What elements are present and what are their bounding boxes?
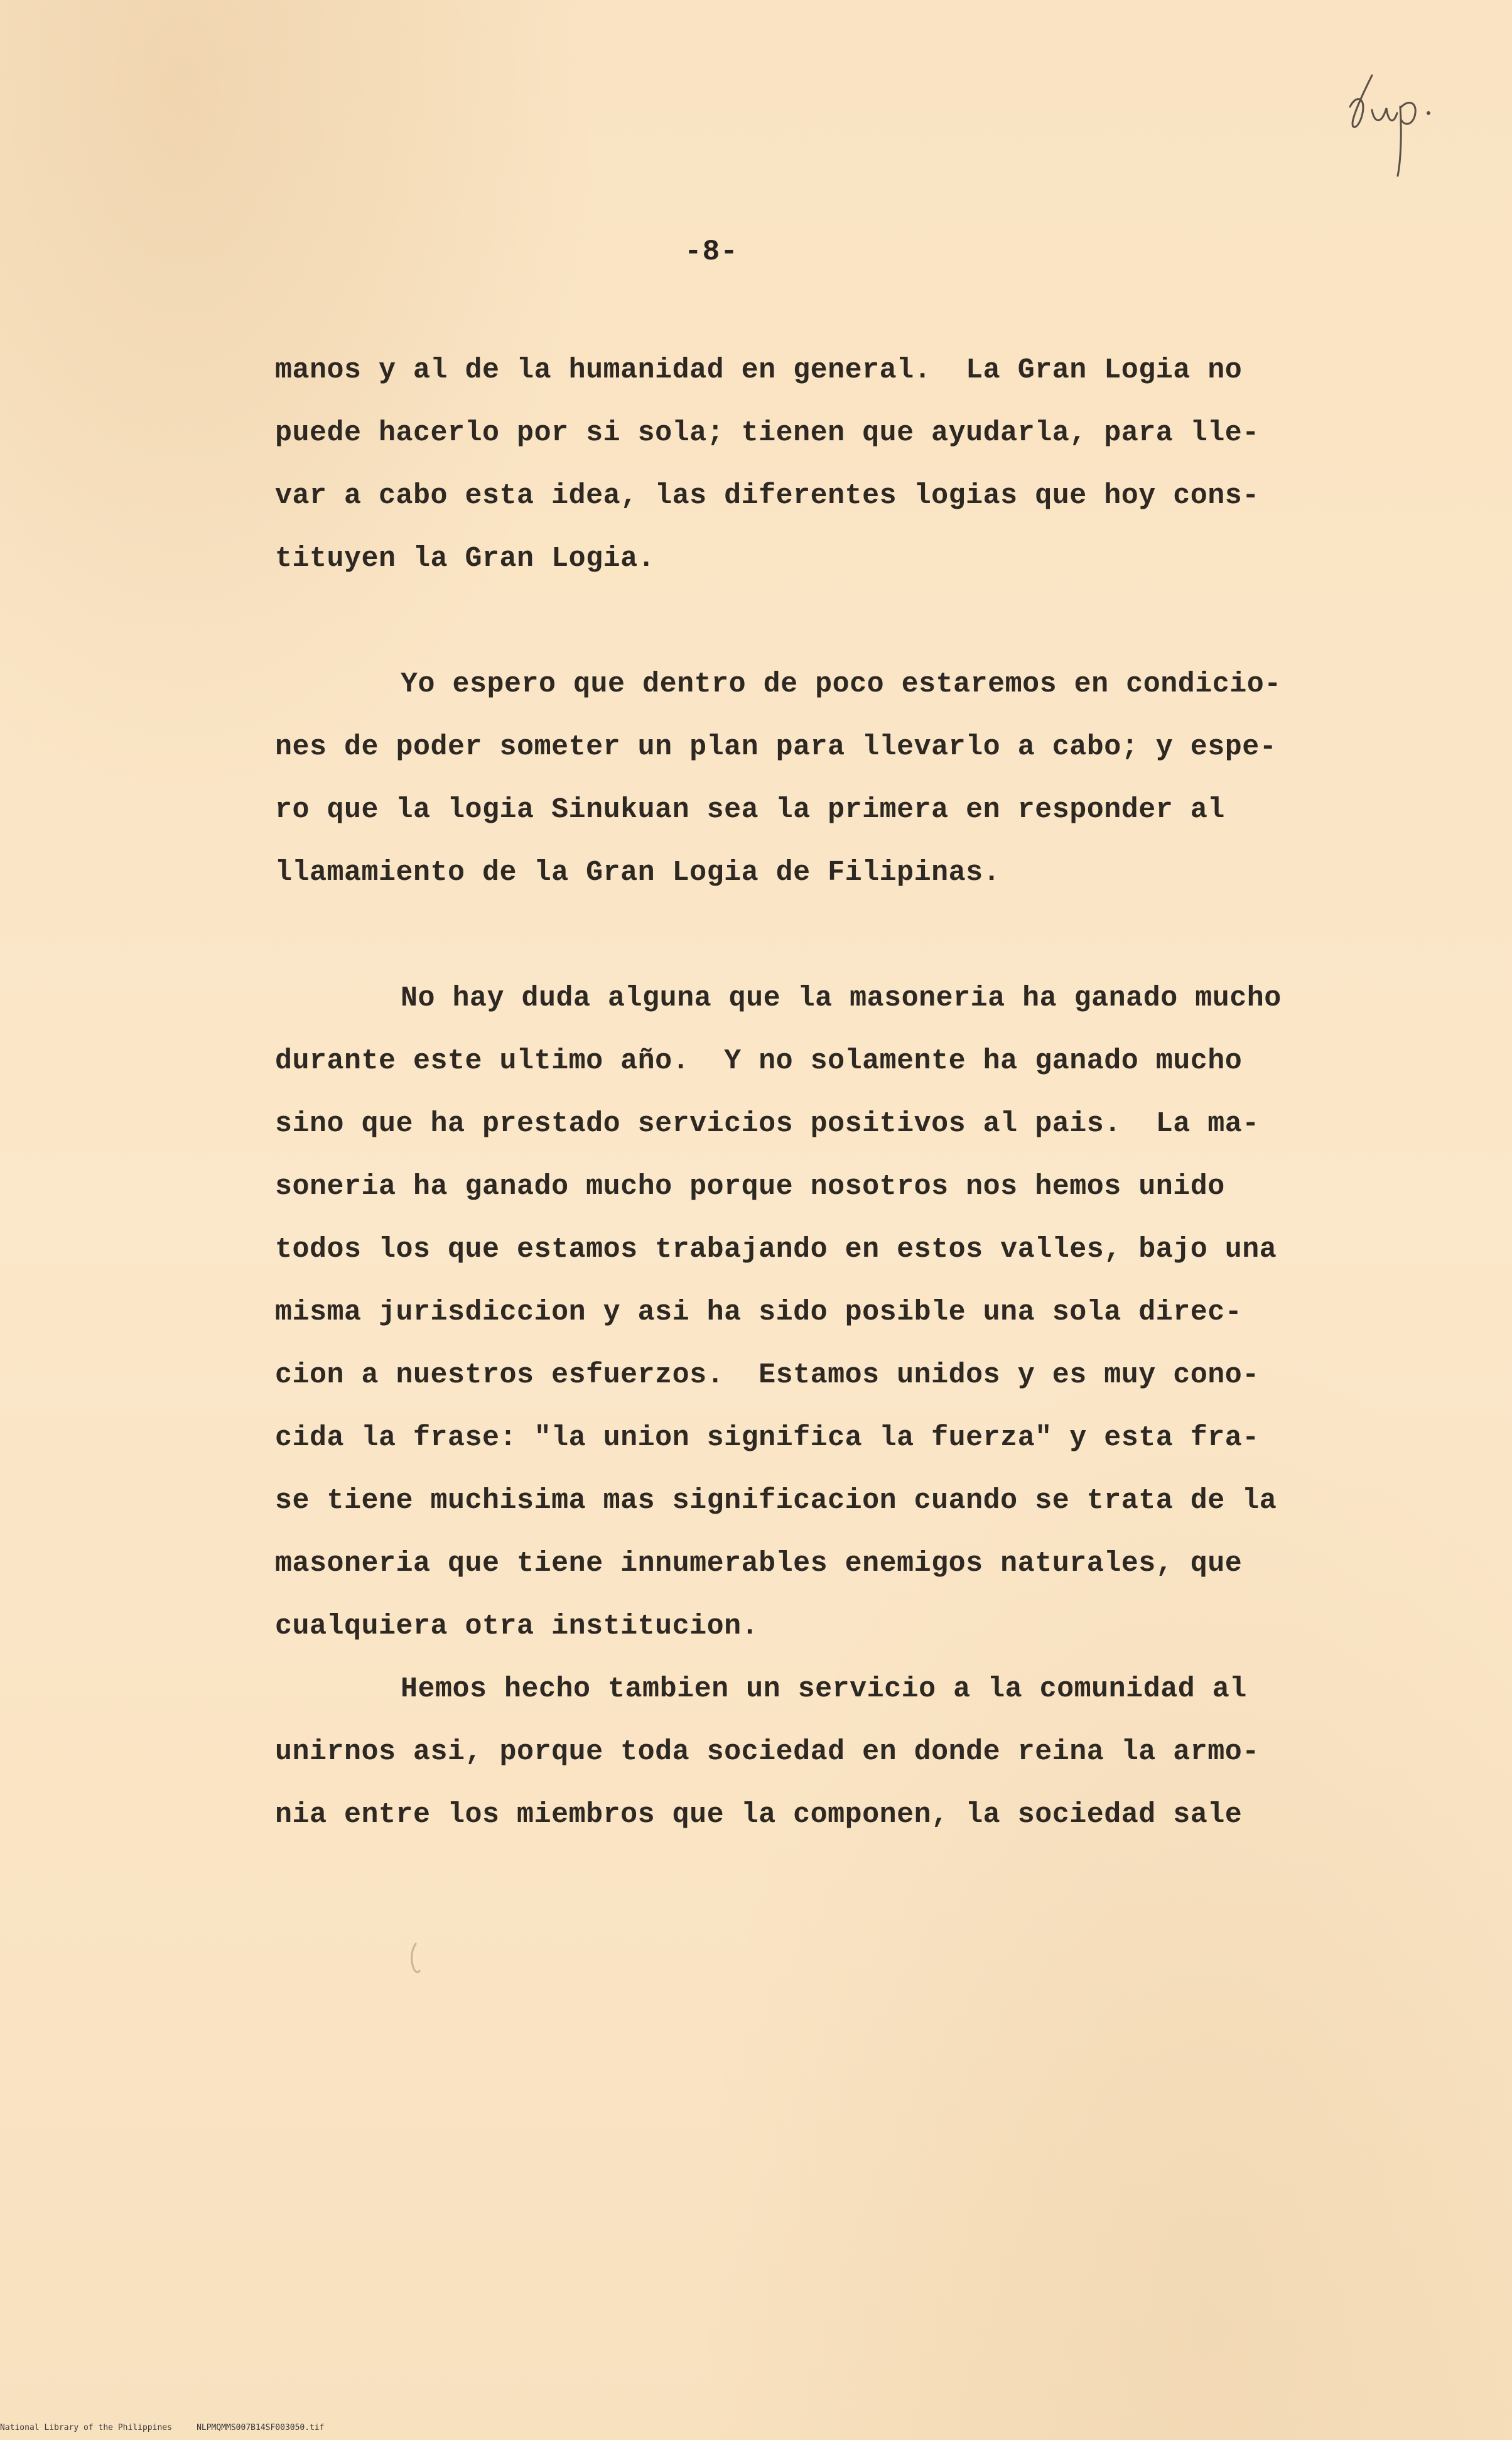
- text-line: tituyen la Gran Logia.: [275, 543, 656, 575]
- text-line: nia entre los miembros que la componen, la sociedad sale: [275, 1799, 1243, 1831]
- text-line: unirnos asi, porque toda sociedad en donde reina la armo-: [275, 1736, 1260, 1768]
- text-line: todos los que estamos trabajando en estos valles, bajo una: [275, 1234, 1277, 1266]
- handwritten-dup-icon: [1337, 69, 1450, 188]
- ink-smudge-icon: [402, 1941, 427, 1978]
- text-line: masoneria que tiene innumerables enemigos naturales, que: [275, 1548, 1243, 1580]
- body-text: [275, 339, 1282, 1846]
- text-line: var a cabo esta idea, las diferentes logias que hoy cons-: [275, 480, 1260, 512]
- text-line: soneria ha ganado mucho porque nosotros nos hemos unido: [275, 1171, 1225, 1203]
- paragraph: [275, 339, 1260, 590]
- text-line: Hemos hecho tambien un servicio a la comunidad al: [401, 1673, 1247, 1705]
- text-line: No hay duda alguna que la masoneria ha ganado mucho: [401, 982, 1282, 1014]
- page-number: -8-: [684, 236, 738, 268]
- text-line: cualquiera otra institucion.: [275, 1610, 759, 1642]
- text-line: durante este ultimo año. Y no solamente ha ganado mucho: [275, 1045, 1243, 1077]
- text-line: cion a nuestros esfuerzos. Estamos unidos y es muy cono-: [275, 1359, 1260, 1391]
- text-line: llamamiento de la Gran Logia de Filipinas.: [275, 857, 1001, 889]
- text-line: se tiene muchisima mas significacion cuando se trata de la: [275, 1485, 1277, 1517]
- text-line: nes de poder someter un plan para llevarlo a cabo; y espe-: [275, 731, 1277, 763]
- text-line: puede hacerlo por si sola; tienen que ayudarla, para lle-: [275, 417, 1260, 449]
- text-line: cida la frase: "la union significa la fuerza" y esta fra-: [275, 1422, 1260, 1454]
- paragraph: [275, 653, 1282, 904]
- archive-footer: National Library of the Philippines NLPMQMMS007B14SF003050.tif: [0, 2423, 325, 2432]
- paragraph: [275, 967, 1282, 1658]
- text-line: sino que ha prestado servicios positivos al pais. La ma-: [275, 1108, 1260, 1140]
- handwritten-annotation: [1337, 69, 1450, 188]
- paragraph-spacer: [275, 904, 1255, 967]
- paragraph-spacer: [275, 590, 1255, 653]
- text-line: misma jurisdiccion y asi ha sido posible una sola direc-: [275, 1296, 1243, 1328]
- text-line: manos y al de la humanidad en general. La Gran Logia no: [275, 354, 1243, 386]
- text-line: ro que la logia Sinukuan sea la primera en responder al: [275, 794, 1225, 826]
- paragraph: [275, 1658, 1260, 1846]
- text-line: Yo espero que dentro de poco estaremos en condicio-: [401, 668, 1282, 700]
